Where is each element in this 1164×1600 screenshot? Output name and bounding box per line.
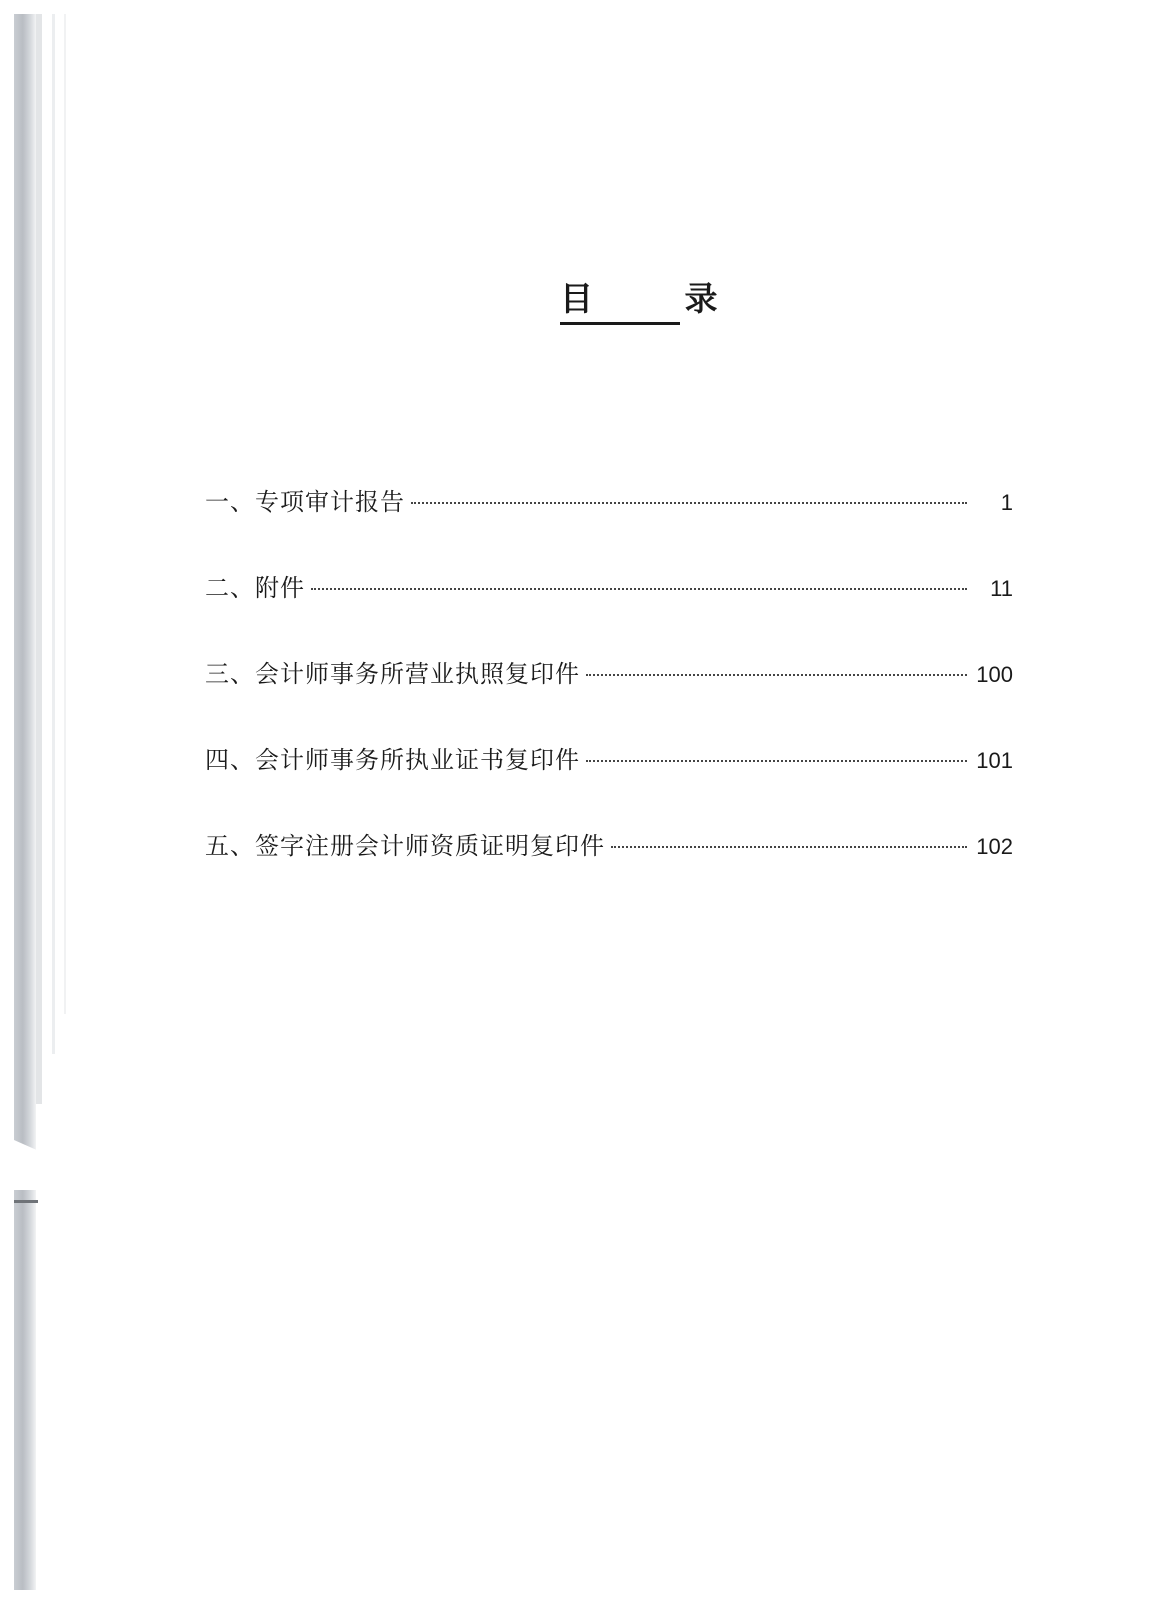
table-of-contents <box>205 482 1013 912</box>
toc-entry <box>205 482 1013 522</box>
scan-torn-edge <box>14 1140 48 1190</box>
scan-binding-strip <box>52 14 55 1054</box>
toc-entry-label: 五、签字注册会计师资质证明复印件 <box>205 832 605 860</box>
scan-binding-edge <box>14 14 36 1590</box>
toc-entry-label: 三、会计师事务所营业执照复印件 <box>205 660 580 688</box>
toc-dot-leader <box>611 846 967 848</box>
toc-entry <box>205 654 1013 694</box>
scan-clip-mark <box>14 1200 38 1203</box>
toc-dot-leader <box>586 760 967 762</box>
toc-entry-label: 二、附件 <box>205 574 305 602</box>
toc-dot-leader <box>311 588 967 590</box>
toc-entry-page: 11 <box>990 576 1013 601</box>
toc-dot-leader <box>586 674 967 676</box>
toc-entry <box>205 568 1013 608</box>
toc-dot-leader <box>411 502 967 504</box>
toc-entry-label: 一、专项审计报告 <box>205 488 405 516</box>
toc-entry <box>205 740 1013 780</box>
toc-entry-page: 102 <box>976 834 1013 859</box>
toc-entry-page: 100 <box>976 662 1013 687</box>
scan-binding-strip <box>36 14 42 1104</box>
scan-binding-strip <box>64 14 66 1014</box>
page-title: 目 录 <box>560 278 680 325</box>
toc-entry-page: 101 <box>976 748 1013 773</box>
toc-entry <box>205 826 1013 866</box>
toc-entry-label: 四、会计师事务所执业证书复印件 <box>205 746 580 774</box>
toc-entry-page: 1 <box>1000 490 1013 515</box>
